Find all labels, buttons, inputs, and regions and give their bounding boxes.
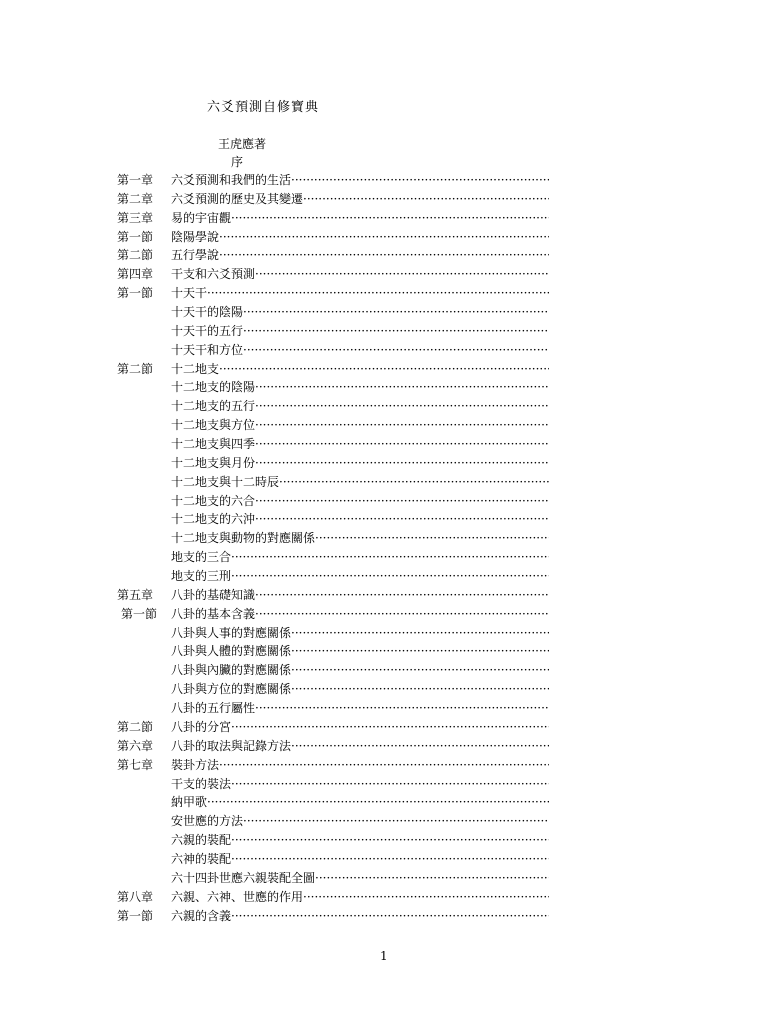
toc-entry-text: 六神的裝配 ····· [171,850,549,869]
toc-entry [117,869,577,888]
toc-entry-text: 六親的裝配 ····· [171,831,549,850]
toc-entry-label: 第七章 [117,757,154,772]
toc-entry-label: 第三章 [117,210,154,225]
toc-entry [117,341,577,360]
toc-entry-label: 第八章 [117,889,154,904]
toc-entry-text: 八卦與內臟的對應關係 ····· [171,661,549,680]
toc-entry [117,699,577,718]
toc-entry [117,454,577,473]
toc-entry [117,642,577,661]
toc-entry [117,567,577,586]
toc-entry-text: 八卦的五行屬性 ····· [171,699,549,718]
toc-entry [117,492,577,511]
toc-entry-text: 八卦的基本含義 ····· [171,605,549,624]
toc-entry [117,284,577,303]
toc-entry [117,775,577,794]
toc-entry-label: 第二章 [117,191,154,206]
toc-entry-text: 地支的三合 ····· [171,548,549,567]
table-of-contents [117,171,577,925]
toc-entry-text: 納甲歌 ····· [171,793,549,812]
toc-entry-text: 十二地支 ····· [171,360,549,379]
toc-entry [117,209,577,228]
toc-entry-text: 十二地支的五行 ····· [171,397,549,416]
toc-entry [117,529,577,548]
toc-entry-text: 十天干的五行 ····· [171,322,549,341]
toc-entry-text: 安世應的方法 ····· [171,812,549,831]
toc-entry [117,548,577,567]
toc-entry-text: 十天干 ····· [171,284,549,303]
toc-entry [117,812,577,831]
toc-entry [117,756,577,775]
toc-entry-text: 八卦的取法與記錄方法 ····· [171,737,549,756]
toc-entry-text: 十二地支與月份 ····· [171,454,549,473]
toc-entry [117,831,577,850]
toc-entry [117,378,577,397]
toc-entry-text: 裝卦方法 ····· [171,756,549,775]
toc-entry-text: 十二地支與動物的對應關係 ····· [171,529,549,548]
toc-entry [117,303,577,322]
toc-entry [117,680,577,699]
toc-entry [117,246,577,265]
toc-entry-label: 第五章 [117,587,154,602]
toc-entry [117,228,577,247]
toc-entry-text: 八卦與方位的對應關係 ····· [171,680,549,699]
toc-entry [117,397,577,416]
toc-entry-label: 第二節 [117,248,154,263]
toc-entry [117,322,577,341]
toc-entry-text: 十天干的陰陽 ····· [171,303,549,322]
toc-entry [117,190,577,209]
toc-entry-text: 八卦與人體的對應關係 ····· [171,642,549,661]
toc-entry [117,888,577,907]
toc-entry-text: 十二地支的六沖 ····· [171,510,549,529]
toc-entry [117,793,577,812]
toc-entry [117,435,577,454]
toc-entry-text: 十天干和方位 ····· [171,341,549,360]
toc-entry [117,605,577,624]
document-title: 六爻預測自修寶典 [207,100,320,115]
toc-entry [117,360,577,379]
toc-entry-text: 十二地支與四季 ····· [171,435,549,454]
toc-entry-text: 六爻預測和我們的生活 ····· [171,171,549,190]
toc-entry [117,850,577,869]
toc-entry-label: 第一節 [117,908,154,923]
toc-entry-text: 十二地支與方位 ····· [171,416,549,435]
toc-entry-text: 六十四卦世應六親裝配全圖 ····· [171,869,549,888]
toc-entry-text: 八卦的基礎知識 ····· [171,586,549,605]
toc-entry-text: 干支的裝法 ····· [171,775,549,794]
toc-entry-text: 八卦與人事的對應關係 ····· [171,624,549,643]
toc-entry [117,416,577,435]
toc-entry [117,718,577,737]
toc-entry-label: 第二節 [117,719,154,734]
toc-entry-label: 第二節 [117,361,154,376]
toc-entry-text: 六親的含義 ····· [171,907,549,926]
toc-entry [117,510,577,529]
toc-entry [117,473,577,492]
toc-entry [117,737,577,756]
toc-entry-label: 第一節 [117,286,154,301]
toc-entry-text: 十二地支與十二時辰 ····· [171,473,549,492]
toc-entry-label: 第一節 [117,229,154,244]
toc-entry-text: 地支的三刑 ····· [171,567,549,586]
toc-entry-text: 十二地支的六合 ····· [171,492,549,511]
toc-entry [117,586,577,605]
toc-entry-text: 五行學說 ····· [171,246,549,265]
toc-entry-text: 陰陽學說 ····· [171,228,549,247]
page-number: 1 [380,949,388,963]
toc-entry-text: 八卦的分宮 ····· [171,718,549,737]
toc-entry-text: 六爻預測的歷史及其變遷 ····· [171,190,549,209]
toc-entry-text: 易的宇宙觀 ····· [171,209,549,228]
toc-entry [117,171,577,190]
toc-entry-text: 六親、六神、世應的作用 ····· [171,888,549,907]
toc-entry-label: 第六章 [117,738,154,753]
toc-entry [117,265,577,284]
toc-entry-text: 十二地支的陰陽 ····· [171,378,549,397]
toc-entry-label: 第一章 [117,173,154,187]
preface-heading: 序 [231,155,244,169]
toc-entry-text: 干支和六爻預測 ····· [171,265,549,284]
toc-entry [117,661,577,680]
toc-entry [117,624,577,643]
toc-entry-label: 第四章 [117,267,154,282]
toc-entry-label: 第一節 [121,606,158,621]
toc-entry [117,907,577,926]
author-line: 王虎應著 [218,137,267,151]
